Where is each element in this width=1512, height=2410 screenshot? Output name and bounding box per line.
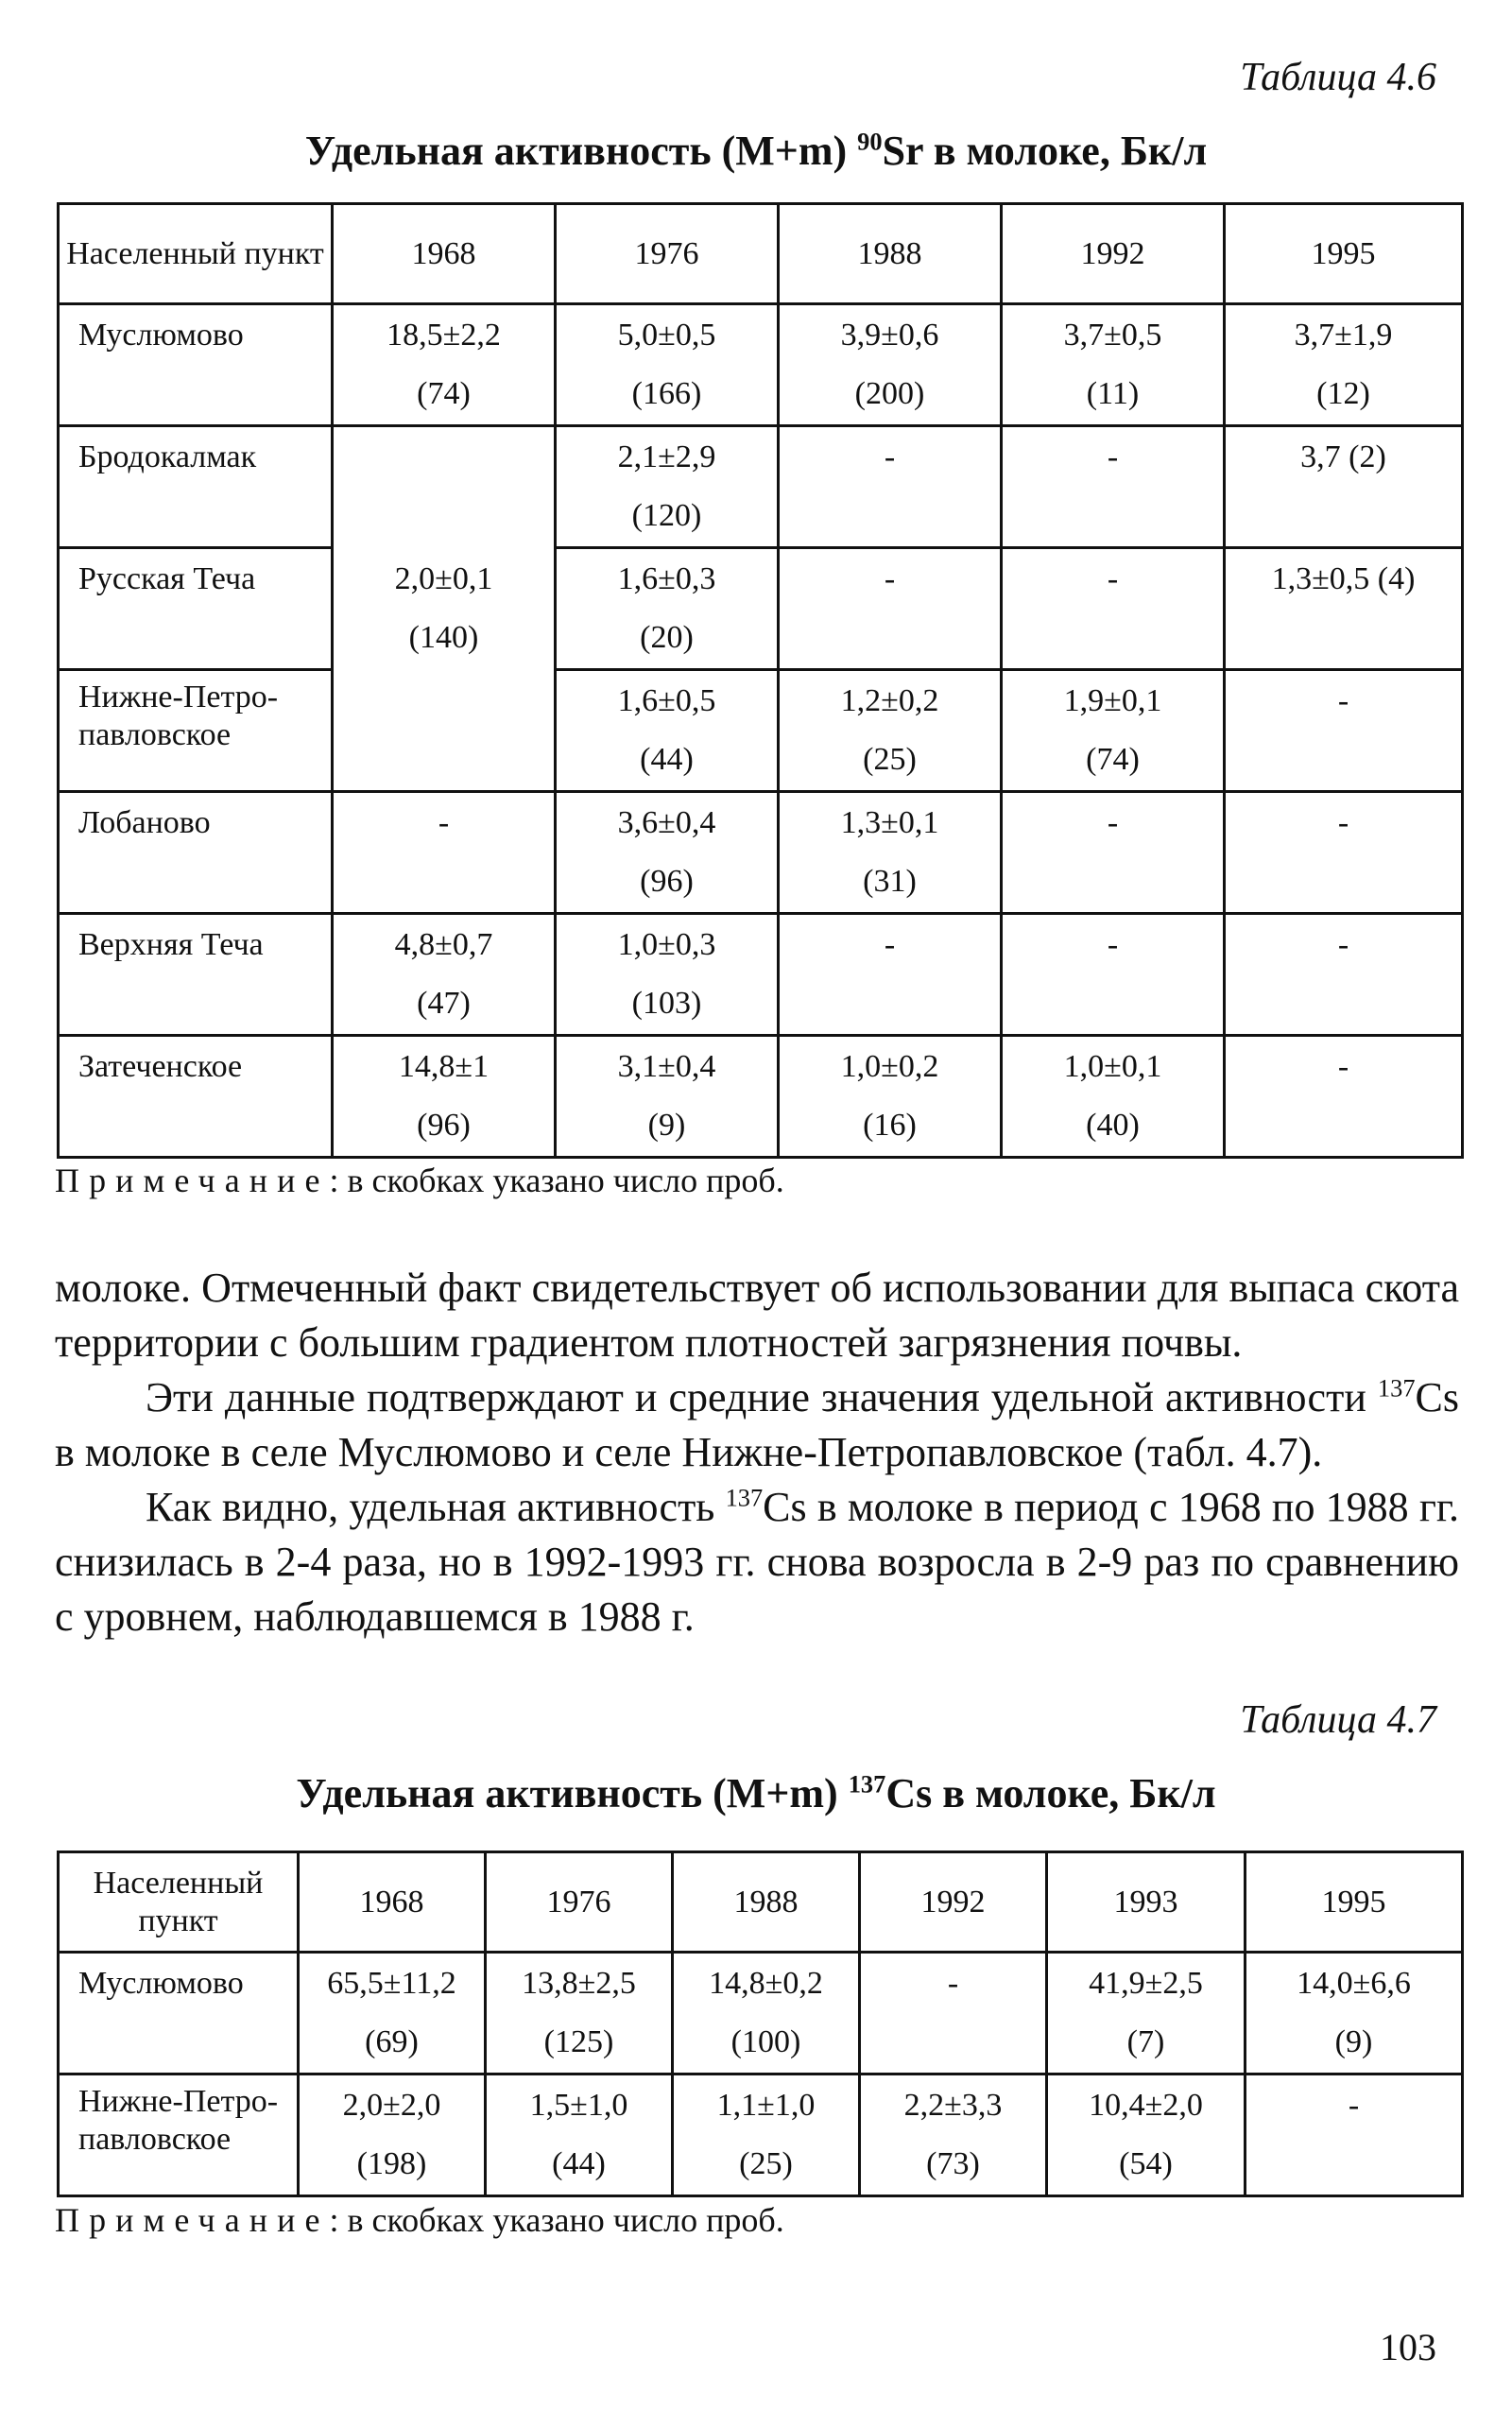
value-cell: - xyxy=(1225,1036,1463,1158)
table-header-row xyxy=(59,1852,1463,1953)
table-4-7-note: Примечание: в скобках указано число проб. xyxy=(55,2201,784,2239)
value-cell: 65,5±11,2 (69) xyxy=(299,1953,486,2074)
paragraph: Эти данные подтверждают и средние значения удельной активности $^{137}$Cs в молоке в селе Муслюмово и селе Нижне-Петропавловское (табл. 4.7). xyxy=(55,1373,1459,1475)
table-row xyxy=(59,1036,1463,1158)
page-number: 103 xyxy=(1380,2326,1436,2368)
table-4-7 xyxy=(57,1851,1464,2197)
table-row xyxy=(59,426,1463,548)
place-name: Лобаново xyxy=(59,792,333,914)
table-4-7-label: Таблица 4.7 xyxy=(1240,1698,1436,1742)
header-year: 1995 xyxy=(1225,204,1463,304)
value-cell: - xyxy=(1225,792,1463,914)
table-row xyxy=(59,670,1463,792)
header-year: 1976 xyxy=(556,204,779,304)
value-cell: 2,0±2,0 (198) xyxy=(299,2074,486,2196)
value-cell: - xyxy=(1002,914,1225,1036)
value-cell: - xyxy=(333,792,556,914)
value-cell: 1,9±0,1 (74) xyxy=(1002,670,1225,792)
value-cell: - xyxy=(1002,548,1225,670)
table-4-6-label: Таблица 4.6 xyxy=(1240,56,1436,99)
header-year: 1988 xyxy=(673,1852,860,1953)
header-year: 1993 xyxy=(1047,1852,1246,1953)
header-year: 1992 xyxy=(860,1852,1047,1953)
place-name: Нижне-Петро- павловское xyxy=(59,2074,299,2196)
value-cell: 1,6±0,3 (20) xyxy=(556,548,779,670)
value-cell: 14,8±1 (96) xyxy=(333,1036,556,1158)
value-cell: 18,5±2,2 (74) xyxy=(333,304,556,426)
table-row xyxy=(59,1953,1463,2074)
place-name: Затеченское xyxy=(59,1036,333,1158)
value-cell: - xyxy=(779,914,1002,1036)
header-place: Населенный пункт xyxy=(59,1852,299,1953)
value-cell: - xyxy=(779,426,1002,548)
value-cell: 13,8±2,5 (125) xyxy=(486,1953,673,2074)
table-4-6-note: Примечание: в скобках указано число проб. xyxy=(55,1162,784,1199)
place-name: Верхняя Теча xyxy=(59,914,333,1036)
table-row xyxy=(59,2074,1463,2196)
value-cell: - xyxy=(1246,2074,1463,2196)
table-row xyxy=(59,304,1463,426)
value-cell: 14,0±6,6 (9) xyxy=(1246,1953,1463,2074)
value-cell: - xyxy=(779,548,1002,670)
value-cell: - xyxy=(1225,914,1463,1036)
header-year: 1976 xyxy=(486,1852,673,1953)
header-year: 1988 xyxy=(779,204,1002,304)
table-row xyxy=(59,914,1463,1036)
value-cell: - xyxy=(1225,670,1463,792)
place-name: Муслюмово xyxy=(59,1953,299,2074)
header-place: Населенный пункт xyxy=(59,204,333,304)
place-name: Муслюмово xyxy=(59,304,333,426)
body-text xyxy=(55,1261,1459,1644)
table-row xyxy=(59,548,1463,670)
value-cell: 2,2±3,3 (73) xyxy=(860,2074,1047,2196)
value-cell: 2,1±2,9 (120) xyxy=(556,426,779,548)
value-cell: 3,7±0,5 (11) xyxy=(1002,304,1225,426)
value-cell: 41,9±2,5 (7) xyxy=(1047,1953,1246,2074)
value-cell: - xyxy=(1002,426,1225,548)
place-name: Нижне-Петро- павловское xyxy=(59,670,333,792)
value-cell: 1,3±0,5 (4) xyxy=(1225,548,1463,670)
paragraph: молоке. Отмеченный факт свидетельствует об использовании для выпаса скота территории с большим градиентом плотностей загрязнения почвы. xyxy=(55,1265,1459,1366)
value-cell: 5,0±0,5 (166) xyxy=(556,304,779,426)
value-cell: 4,8±0,7 (47) xyxy=(333,914,556,1036)
isotope-mass-number: 90 xyxy=(857,127,883,156)
value-cell: 3,1±0,4 (9) xyxy=(556,1036,779,1158)
merged-value-cell: 2,0±0,1 (140) xyxy=(333,426,556,792)
header-year: 1992 xyxy=(1002,204,1225,304)
value-cell: - xyxy=(860,1953,1047,2074)
value-cell: 3,7±1,9 (12) xyxy=(1225,304,1463,426)
table-header-row xyxy=(59,204,1463,304)
value-cell: 1,2±0,2 (25) xyxy=(779,670,1002,792)
value-cell: 1,6±0,5 (44) xyxy=(556,670,779,792)
value-cell: - xyxy=(1002,792,1225,914)
value-cell: 3,7 (2) xyxy=(1225,426,1463,548)
isotope-mass-number: 137 xyxy=(848,1769,886,1799)
header-year: 1968 xyxy=(299,1852,486,1953)
value-cell: 1,5±1,0 (44) xyxy=(486,2074,673,2196)
value-cell: 1,0±0,1 (40) xyxy=(1002,1036,1225,1158)
value-cell: 10,4±2,0 (54) xyxy=(1047,2074,1246,2196)
table-4-6-title: Удельная активность (M+m) $^{90}$Sr в молоке, Бк/л xyxy=(304,127,1208,174)
header-year: 1995 xyxy=(1246,1852,1463,1953)
value-cell: 1,3±0,1 (31) xyxy=(779,792,1002,914)
table-4-6 xyxy=(57,202,1464,1159)
table-row xyxy=(59,792,1463,914)
value-cell: 1,1±1,0 (25) xyxy=(673,2074,860,2196)
place-name: Русская Теча xyxy=(59,548,333,670)
header-year: 1968 xyxy=(333,204,556,304)
table-4-7-title: Удельная активность (M+m) $^{137}$Cs в молоке, Бк/л xyxy=(296,1769,1216,1816)
value-cell: 3,6±0,4 (96) xyxy=(556,792,779,914)
value-cell: 14,8±0,2 (100) xyxy=(673,1953,860,2074)
value-cell: 3,9±0,6 (200) xyxy=(779,304,1002,426)
value-cell: 1,0±0,3 (103) xyxy=(556,914,779,1036)
paragraph: Как видно, удельная активность $^{137}$Cs в молоке в период с 1968 по 1988 гг. снизилась в 2-4 раза, но в 1992-1993 гг. снова возросла в 2-9 раз по сравнению с уровнем, наблюдавшемся в 1988 г. xyxy=(55,1483,1460,1640)
value-cell: 1,0±0,2 (16) xyxy=(779,1036,1002,1158)
place-name: Бродокалмак xyxy=(59,426,333,548)
